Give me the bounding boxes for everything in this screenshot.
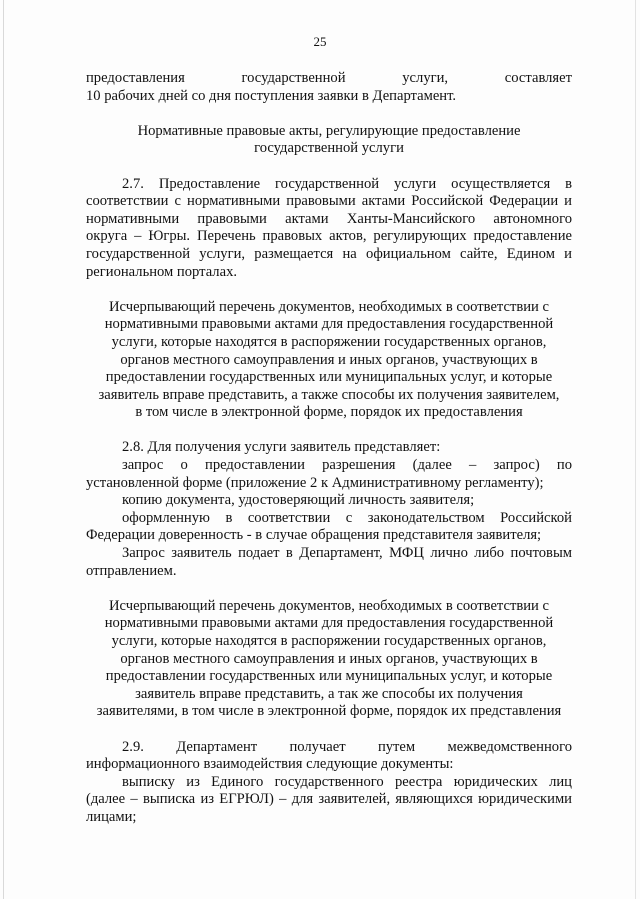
page-number: 25 — [313, 34, 327, 49]
paragraph-2-8 — [86, 439, 572, 580]
section-heading-documents-list-2 — [86, 598, 572, 721]
paragraph-line: государственной услуги, размещается на официальном сайте, Едином и — [86, 245, 572, 262]
paragraph-line: 2.8. Для получения услуги заявитель представляет: — [122, 439, 441, 456]
heading-line: заявителями, в том числе в электронной форме, порядок их представления — [96, 703, 562, 720]
heading-line: нормативными правовыми актами для предоставления государственной — [104, 615, 554, 632]
heading-line: органов местного самоуправления и иных органов, участвующих в — [120, 650, 538, 667]
scan-edge-left — [3, 0, 4, 899]
spacer — [86, 281, 572, 299]
spacer — [86, 580, 572, 598]
paragraph-line: лицами; — [86, 808, 137, 825]
paragraph-line: копию документа, удостоверяющий личность заявителя; — [122, 492, 475, 509]
paragraph-line: выписку из Единого государственного реестра юридических лиц — [122, 773, 572, 790]
section-heading-documents-list — [86, 299, 572, 422]
paragraph-line: Запрос заявитель подает в Департамент, МФЦ лично либо почтовым — [122, 545, 572, 562]
heading-line: государственной услуги — [254, 140, 404, 157]
paragraph-line: информационного взаимодействия следующие документы: — [86, 756, 454, 773]
heading-line: Нормативные правовые акты, регулирующие предоставление — [137, 122, 521, 139]
paragraph-line: 2.7. Предоставление государственной услуги осуществляется в — [122, 175, 572, 192]
paragraph-2-7 — [86, 176, 572, 282]
paragraph-line: соответствии с нормативными правовыми актами Российской Федерации и — [86, 193, 572, 210]
document-body — [86, 70, 572, 827]
heading-line: заявитель вправе представить, а так же способы их получения — [135, 685, 523, 702]
heading-line: предоставлении государственных или муниципальных услуг, и которые — [105, 668, 553, 685]
section-heading-legal-acts — [86, 123, 572, 158]
heading-line: услуги, которые находятся в распоряжении государственных органов, — [111, 333, 547, 350]
intro-paragraph — [86, 70, 572, 105]
paragraph-2-9 — [86, 739, 572, 827]
paragraph-line: установленной форме (приложение 2 к Административному регламенту); — [86, 474, 544, 491]
heading-line: нормативными правовыми актами для предоставления государственной — [104, 316, 554, 333]
heading-line: заявитель вправе представить, а также способы их получения заявителем, — [98, 386, 560, 403]
spacer — [86, 105, 572, 123]
intro-line: предоставления государственной услуги, составляет — [86, 70, 572, 86]
paragraph-line: региональном порталах. — [86, 263, 238, 280]
heading-line: органов местного самоуправления и иных органов, участвующих в — [120, 351, 538, 368]
intro-line: 10 рабочих дней со дня поступления заявки в Департамент. — [86, 87, 457, 104]
paragraph-line: 2.9. Департамент получает путем межведомственного — [122, 738, 572, 755]
paragraph-line: отправлением. — [86, 562, 177, 579]
paragraph-line: оформленную в соответствии с законодательством Российской — [122, 509, 572, 526]
heading-line: предоставлении государственных или муниципальных услуг, и которые — [105, 369, 553, 386]
spacer — [86, 721, 572, 739]
paragraph-line: запрос о предоставлении разрешения (далее – запрос) по — [122, 457, 572, 474]
heading-line: Исчерпывающий перечень документов, необходимых в соответствии с — [109, 298, 549, 315]
scan-edge-right — [635, 0, 636, 899]
spacer — [86, 422, 572, 440]
paragraph-line: Федерации доверенность - в случае обращения представителя заявителя; — [86, 527, 542, 544]
paragraph-line: округа – Югры. Перечень правовых актов, регулирующих предоставление — [86, 228, 572, 245]
spacer — [86, 158, 572, 176]
heading-line: услуги, которые находятся в распоряжении государственных органов, — [111, 633, 547, 649]
heading-line: в том числе в электронной форме, порядок их предоставления — [135, 404, 523, 421]
paragraph-line: нормативными правовыми актами Ханты-Мансийского автономного — [86, 210, 572, 227]
paragraph-line: (далее – выписка из ЕГРЮЛ) – для заявителей, являющихся юридическими — [86, 791, 572, 808]
heading-line: Исчерпывающий перечень документов, необходимых в соответствии с — [109, 597, 549, 614]
